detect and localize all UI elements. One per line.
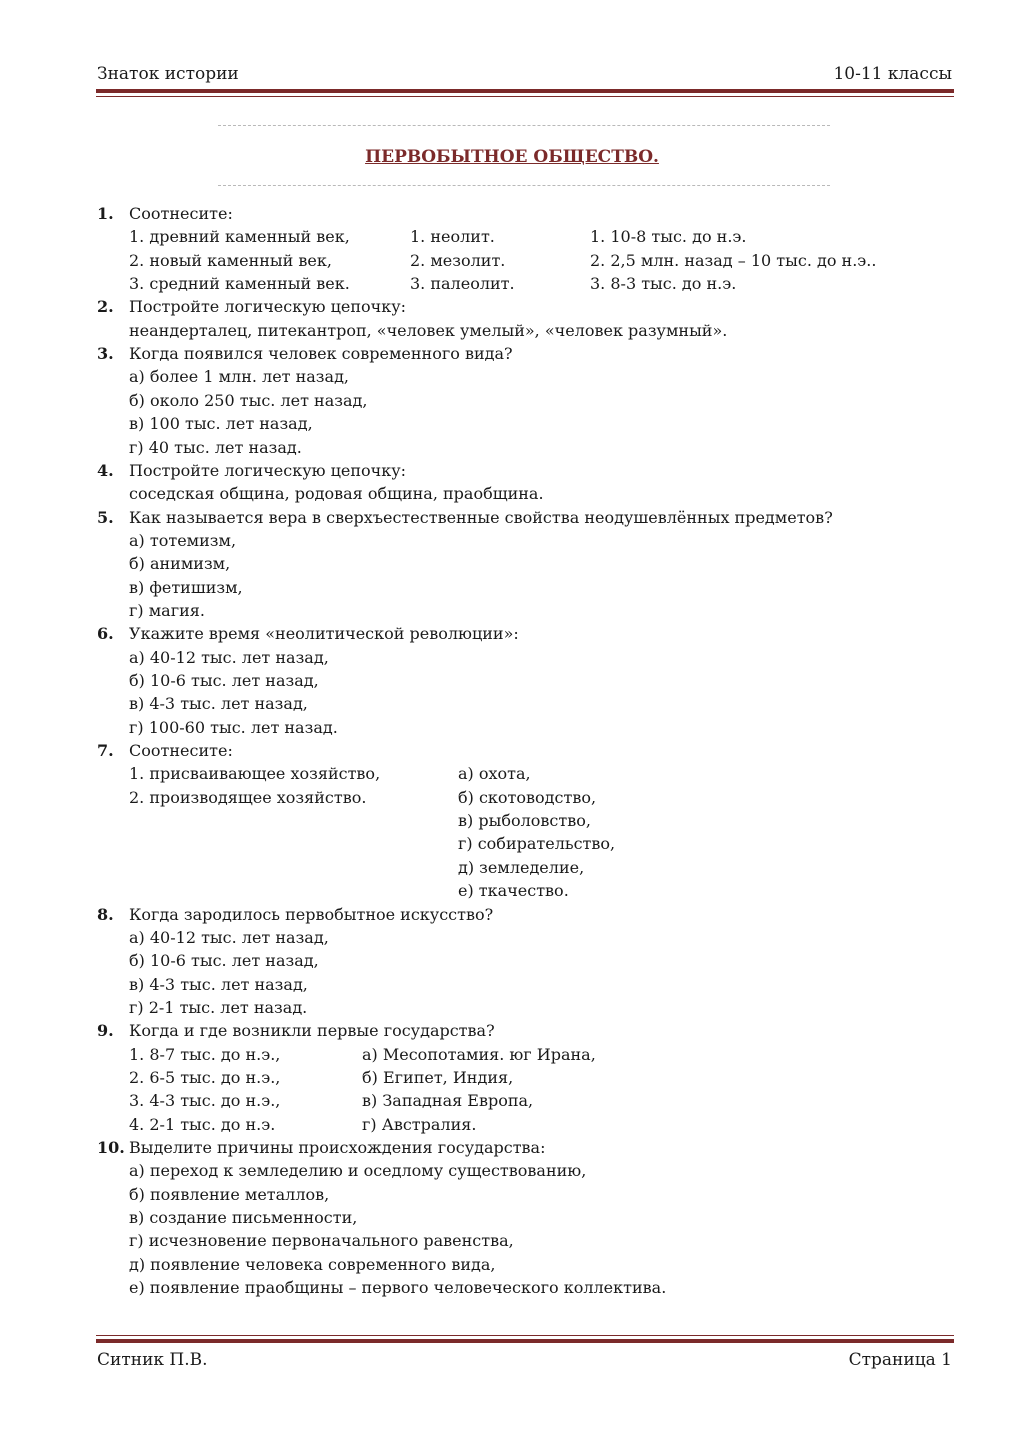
question-text: Соотнесите: [129, 204, 233, 223]
answer-option: а) охота, [458, 764, 531, 784]
answer-option: неандерталец, питекантроп, «человек умелый», «человек разумный». [129, 320, 728, 340]
answer-option: а) Месопотамия. юг Ирана, [362, 1044, 596, 1064]
answer-option: 2. 6-5 тыс. до н.э., [129, 1067, 281, 1087]
answer-option: 1. 8-7 тыс. до н.э., [129, 1044, 281, 1064]
answer-option: б) Египет, Индия, [362, 1067, 514, 1087]
answer-option: д) земледелие, [458, 857, 585, 877]
answer-option: г) магия. [129, 600, 205, 620]
answer-option: б) около 250 тыс. лет назад, [129, 390, 368, 410]
answer-option: б) скотоводство, [458, 787, 597, 807]
answer-option: б) 10-6 тыс. лет назад, [129, 671, 319, 690]
question-text: Постройте логическую цепочку: [129, 297, 407, 317]
answer-option: в) 100 тыс. лет назад, [129, 414, 313, 434]
question-number: 5. [97, 507, 114, 527]
header-right: 10-11 классы [833, 64, 952, 84]
answer-option: соседская община, родовая община, праобщина. [129, 484, 544, 504]
answer-option: а) 40-12 тыс. лет назад, [129, 927, 329, 947]
question-number: 2. [97, 297, 114, 317]
answer-option: г) собирательство, [458, 834, 616, 854]
answer-option: 1. неолит. [410, 227, 495, 247]
answer-option: г) Австралия. [362, 1114, 477, 1134]
question-text: Выделите причины происхождения государства: [129, 1138, 546, 1157]
answer-option: 2. новый каменный век, [129, 250, 332, 270]
answer-option: в) 4-3 тыс. лет назад, [129, 974, 308, 994]
header-left: Знаток истории [97, 64, 239, 84]
answer-option: 3. палеолит. [410, 274, 515, 294]
question-text: Когда и где возникли первые государства? [129, 1021, 495, 1041]
answer-option: а) переход к земледелию и оседлому существованию, [129, 1161, 587, 1181]
answer-option: 4. 2-1 тыс. до н.э. [129, 1114, 276, 1134]
answer-option: 1. 10-8 тыс. до н.э. [590, 227, 747, 247]
question-text: Постройте логическую цепочку: [129, 460, 407, 480]
question-number: 7. [97, 741, 114, 761]
question-number: 1. [97, 204, 114, 223]
footer-left: Ситник П.В. [97, 1350, 208, 1370]
question-number: 6. [97, 624, 114, 644]
answer-option: б) 10-6 тыс. лет назад, [129, 951, 319, 971]
question-number: 8. [97, 904, 114, 924]
question-number: 3. [97, 344, 114, 364]
answer-option: б) анимизм, [129, 554, 231, 574]
footer-rule-thin [96, 1335, 954, 1336]
question-text: Соотнесите: [129, 741, 233, 761]
answer-option: 1. присваивающее хозяйство, [129, 764, 381, 784]
answer-option: в) Западная Европа, [362, 1091, 534, 1111]
footer-rule-thick [96, 1339, 954, 1343]
answer-option: 3. средний каменный век. [129, 274, 350, 294]
answer-option: 1. древний каменный век, [129, 227, 350, 247]
answer-option: г) 100-60 тыс. лет назад. [129, 717, 338, 737]
answer-option: в) создание письменности, [129, 1208, 358, 1228]
answer-option: а) более 1 млн. лет назад, [129, 367, 350, 387]
answer-option: г) 2-1 тыс. лет назад. [129, 997, 308, 1017]
answer-option: в) 4-3 тыс. лет назад, [129, 694, 308, 714]
answer-option: в) фетишизм, [129, 577, 243, 597]
question-number: 4. [97, 460, 114, 480]
answer-option: г) 40 тыс. лет назад. [129, 437, 302, 457]
answer-option: 3. 8-3 тыс. до н.э. [590, 274, 737, 294]
title-dotted-line-bottom [218, 185, 830, 186]
question-text: Укажите время «неолитической революции»: [129, 624, 519, 644]
answer-option: 2. мезолит. [410, 250, 506, 270]
question-text: Когда зародилось первобытное искусство? [129, 904, 494, 924]
answer-option: г) исчезновение первоначального равенства, [129, 1231, 514, 1251]
answer-option: 2. производящее хозяйство. [129, 787, 367, 807]
footer-right: Страница 1 [848, 1350, 952, 1370]
answer-option: 2. 2,5 млн. назад – 10 тыс. до н.э.. [590, 250, 877, 270]
answer-option: д) появление человека современного вида, [129, 1254, 496, 1274]
answer-option: е) появление праобщины – первого человеческого коллектива. [129, 1278, 667, 1298]
question-number: 10. [97, 1138, 125, 1157]
answer-option: а) 40-12 тыс. лет назад, [129, 647, 329, 667]
answer-option: б) появление металлов, [129, 1184, 330, 1204]
title-dotted-line-top [218, 125, 830, 126]
answer-option: 3. 4-3 тыс. до н.э., [129, 1091, 281, 1111]
answer-option: е) ткачество. [458, 881, 569, 901]
header-rule-thick [96, 89, 954, 93]
header-rule-thin [96, 96, 954, 97]
question-text: Как называется вера в сверхъестественные свойства неодушевлённых предметов? [129, 507, 833, 527]
page-title: ПЕРВОБЫТНОЕ ОБЩЕСТВО. [365, 147, 659, 167]
question-text: Когда появился человек современного вида? [129, 344, 513, 364]
answer-option: в) рыболовство, [458, 811, 591, 831]
question-number: 9. [97, 1021, 114, 1041]
answer-option: а) тотемизм, [129, 530, 237, 550]
